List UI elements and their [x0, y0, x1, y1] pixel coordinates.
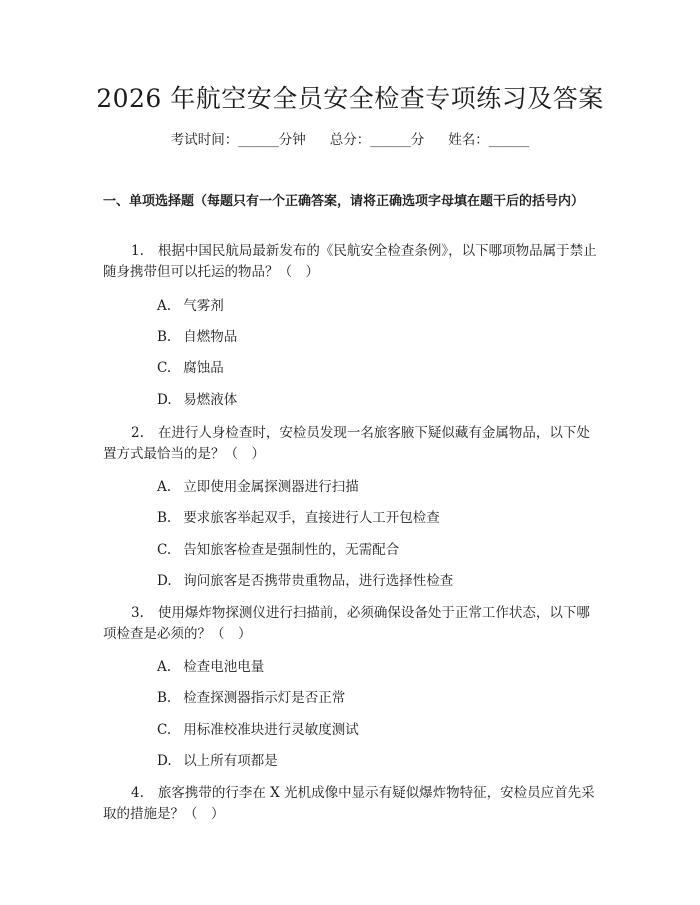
- option-label: A.: [157, 479, 172, 495]
- option-text: 用标准校准块进行灵敏度测试: [183, 722, 359, 738]
- option-text: 气雾剂: [183, 298, 224, 314]
- option-text: 检查电池电量: [183, 659, 265, 675]
- question-stem: [103, 423, 600, 465]
- answer-option: [157, 540, 399, 560]
- answer-option: [157, 358, 224, 378]
- answer-option: [157, 571, 453, 591]
- answer-option: [157, 720, 359, 740]
- question-number: 2.: [131, 425, 144, 441]
- answer-option: [157, 296, 224, 316]
- option-text: 检查探测器指示灯是否正常: [183, 690, 346, 706]
- option-label: C.: [157, 360, 172, 376]
- option-text: 以上所有项都是: [183, 753, 278, 769]
- total-score-field: 总分：______分: [329, 132, 425, 148]
- option-label: A.: [157, 298, 172, 314]
- option-text: 告知旅客检查是强制性的，无需配合: [183, 542, 400, 558]
- answer-option: [157, 390, 237, 410]
- question-text: 在进行人身检查时，安检员发现一名旅客腋下疑似藏有金属物品，以下处置方式最恰当的是？（ ）: [103, 425, 590, 462]
- option-text: 立即使用金属探测器进行扫描: [183, 479, 359, 495]
- option-label: D.: [157, 573, 172, 589]
- answer-option: [157, 657, 264, 677]
- answer-option: [157, 327, 237, 347]
- question-number: 4.: [131, 785, 144, 801]
- answer-option: [157, 477, 359, 497]
- question-number: 3.: [131, 605, 144, 621]
- question-text: 旅客携带的行李在 X 光机成像中显示有疑似爆炸物特征，安检员应首先采取的措施是？（ ）: [103, 785, 595, 822]
- student-name-field: 姓名：______: [448, 132, 530, 148]
- option-text: 易燃液体: [183, 392, 238, 408]
- option-label: B.: [157, 690, 172, 706]
- exam-time-field: 考试时间：______分钟: [170, 132, 306, 148]
- question-stem: [103, 603, 600, 645]
- answer-option: [157, 688, 345, 708]
- option-label: D.: [157, 753, 172, 769]
- option-text: 腐蚀品: [183, 360, 224, 376]
- answer-option: [157, 751, 278, 771]
- option-label: B.: [157, 329, 172, 345]
- question-stem: [103, 241, 600, 283]
- section-heading: 一、单项选择题（每题只有一个正确答案，请将正确选项字母填在题干后的括号内）: [103, 194, 585, 209]
- question-number: 1.: [131, 243, 144, 259]
- option-label: D.: [157, 392, 172, 408]
- question-text: 根据中国民航局最新发布的《民航安全检查条例》，以下哪项物品属于禁止随身携带但可以托运的物品？（ ）: [103, 243, 597, 280]
- exam-meta-row: [0, 130, 700, 150]
- option-text: 自燃物品: [183, 329, 238, 345]
- option-label: B.: [157, 510, 172, 526]
- answer-option: [157, 508, 440, 528]
- option-label: C.: [157, 722, 172, 738]
- question-text: 使用爆炸物探测仪进行扫描前，必须确保设备处于正常工作状态，以下哪项检查是必须的？（ ）: [103, 605, 590, 642]
- option-label: C.: [157, 542, 172, 558]
- question-stem: [103, 783, 600, 825]
- page-title: 2026 年航空安全员安全检查专项练习及答案: [96, 84, 604, 113]
- option-text: 要求旅客举起双手，直接进行人工开包检查: [183, 510, 440, 526]
- option-text: 询问旅客是否携带贵重物品，进行选择性检查: [183, 573, 454, 589]
- option-label: A.: [157, 659, 172, 675]
